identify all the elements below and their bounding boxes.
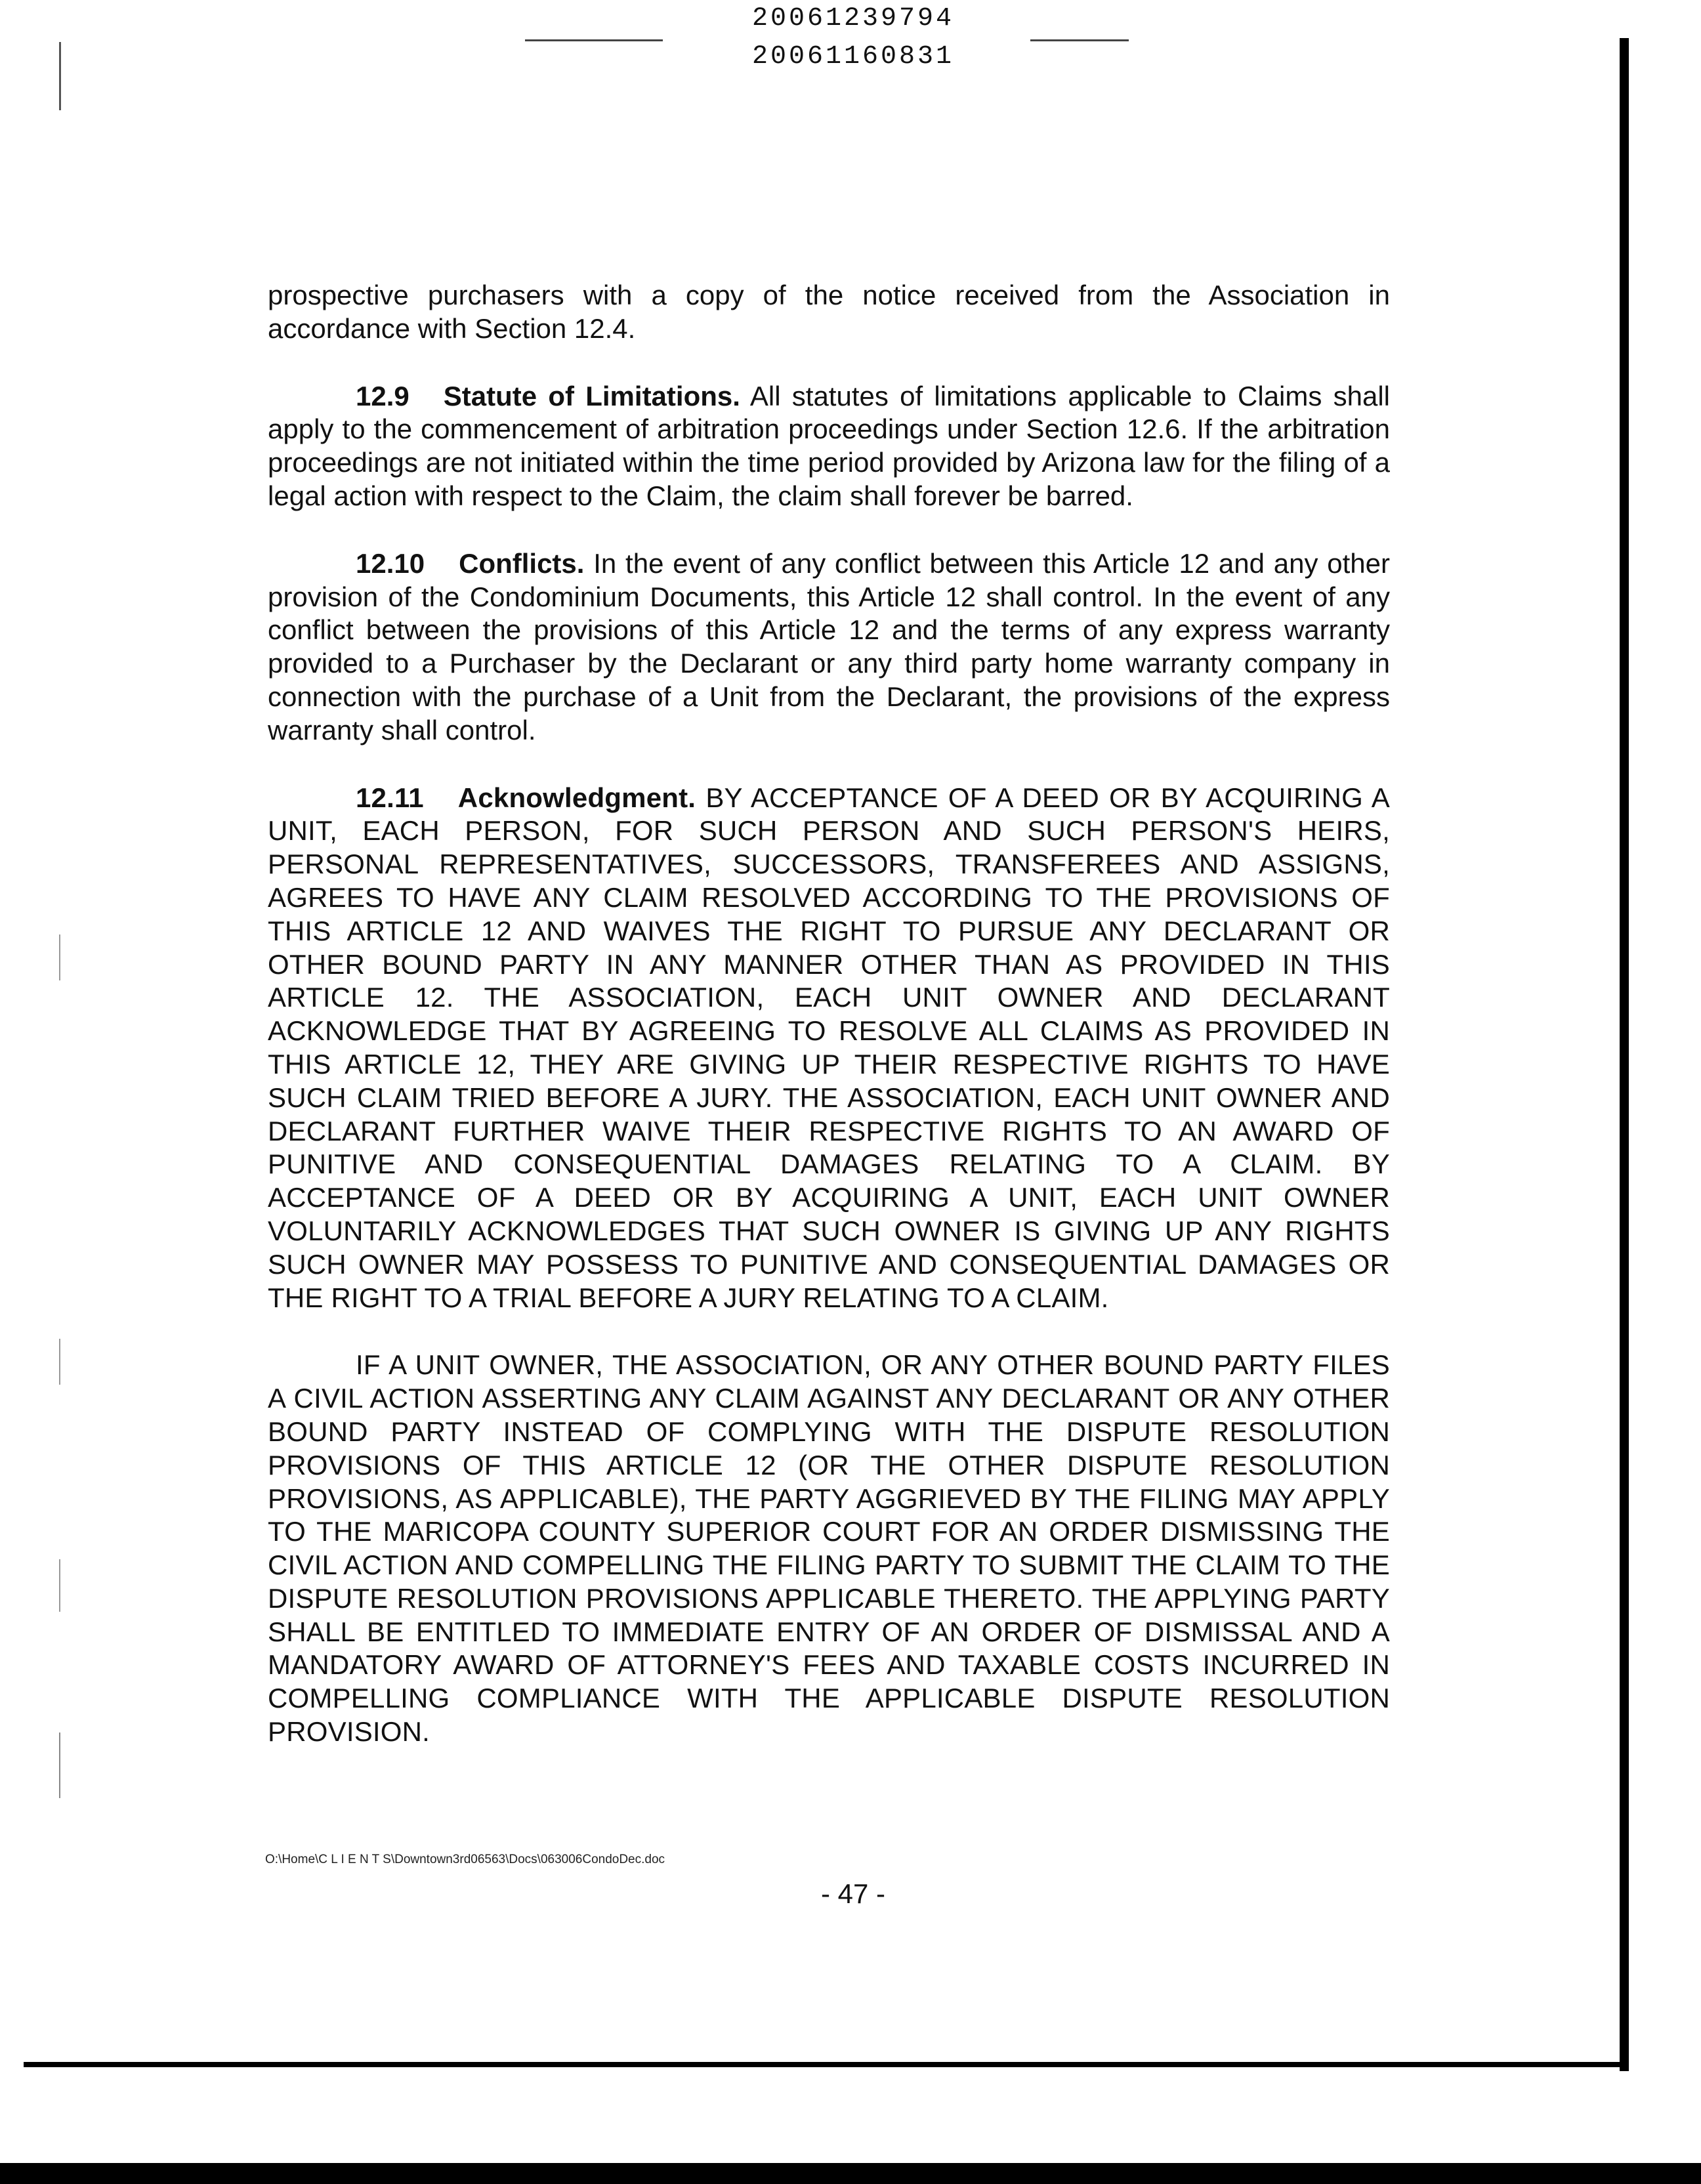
page-number: - 47 - — [820, 1878, 886, 1909]
scan-left-mark — [59, 1339, 60, 1385]
recording-number-2: 20061160831 — [751, 42, 955, 72]
scan-bottom-band — [0, 2163, 1701, 2184]
section-number: 12.9 — [356, 380, 410, 411]
section-12-11 — [268, 782, 1390, 1315]
section-text: BY ACCEPTANCE OF A DEED OR BY ACQUIRING A UNIT, EACH PERSON, FOR SUCH PERSON AND SUCH PERSON'S HEIRS, PERSONAL REPRESENTATIVES, SUCCESSORS, TRANSFEREES AND ASSIGNS, AGREES TO HAVE ANY CLAIM RESOLVED ACCORDING TO THE PROVISIONS OF THIS ARTICLE 12 AND WAIVES THE RIGHT TO PURSUE ANY DECLARANT OR OTHER BOUND PARTY IN ANY MANNER OTHER THAN AS PROVIDED IN THIS ARTICLE 12. THE ASSOCIATION, EACH UNIT OWNER AND DECLARANT ACKNOWLEDGE THAT BY AGREEING TO RESOLVE ALL CLAIMS AS PROVIDED IN THIS ARTICLE 12, THEY ARE GIVING UP THEIR RESPECTIVE RIGHTS TO HAVE SUCH CLAIM TRIED BEFORE A JURY. THE ASSOCIATION, EACH UNIT OWNER AND DECLARANT FURTHER WAIVE THEIR RESPECTIVE RIGHTS TO AN AWARD OF PUNITIVE AND CONSEQUENTIAL DAMAGES RELATING TO A CLAIM. BY ACCEPTANCE OF A DEED OR BY ACQUIRING A UNIT, EACH UNIT OWNER VOLUNTARILY ACKNOWLEDGES THAT SUCH OWNER IS GIVING UP ANY RIGHTS SUCH OWNER MAY POSSESS TO PUNITIVE AND CONSEQUENTIAL DAMAGES OR THE RIGHT TO A TRIAL BEFORE A JURY RELATING TO A CLAIM. — [268, 782, 1390, 1313]
paragraph-civil-action — [268, 1349, 1390, 1749]
scan-right-border — [1620, 38, 1629, 2071]
section-12-10 — [268, 547, 1390, 747]
section-text: In the event of any conflict between this Article 12 and any other provision of the Condominium Documents, this Article 12 shall control. In the event of any conflict between the provisions of this Article 12 and the terms of any express warranty provided to a Purchaser by the Declarant or any third party home warranty company in connection with the purchase of a Unit from the Declarant, the provisions of the express warranty shall control. — [268, 547, 1390, 746]
footer-file-path: O:\Home\C L I E N T S\Downtown3rd06563\Docs\063006CondoDec.doc — [265, 1853, 665, 1866]
header-rule-left — [525, 39, 663, 41]
scan-left-mark — [59, 1732, 60, 1798]
scan-left-mark — [59, 934, 60, 980]
paragraph-text: prospective purchasers with a copy of the notice received from the Association in accordance with Section 12.4. — [268, 280, 1390, 344]
section-number: 12.11 — [356, 782, 424, 813]
scan-bottom-border — [24, 2062, 1629, 2067]
scan-left-mark — [59, 1559, 60, 1612]
section-title: Acknowledgment. — [457, 782, 696, 813]
scan-left-mark — [59, 42, 61, 110]
section-text: All statutes of limitations applicable to Claims shall apply to the commencement of arbitration proceedings under Section 12.6. If the arbitration proceedings are not initiated within the time period provided by Arizona law for the filing of a legal action with respect to the Claim, the claim shall forever be barred. — [268, 380, 1390, 511]
section-title: Statute of Limitations. — [443, 380, 740, 411]
paragraph-continuation — [268, 279, 1390, 346]
section-number: 12.10 — [356, 547, 425, 579]
paragraph-text: IF A UNIT OWNER, THE ASSOCIATION, OR ANY OTHER BOUND PARTY FILES A CIVIL ACTION ASSERTING ANY CLAIM AGAINST ANY DECLARANT OR ANY OTHER BOUND PARTY INSTEAD OF COMPLYING WITH THE DISPUTE RESOLUTION PROVISIONS OF THIS ARTICLE 12 (OR THE OTHER DISPUTE RESOLUTION PROVISIONS, AS APPLICABLE), THE PARTY AGGRIEVED BY THE FILING MAY APPLY TO THE MARICOPA COUNTY SUPERIOR COURT FOR AN ORDER DISMISSING THE CIVIL ACTION AND COMPELLING THE FILING PARTY TO SUBMIT THE CLAIM TO THE DISPUTE RESOLUTION PROVISIONS APPLICABLE THERETO. THE APPLYING PARTY SHALL BE ENTITLED TO IMMEDIATE ENTRY OF AN ORDER OF DISMISSAL AND A MANDATORY AWARD OF ATTORNEY'S FEES AND TAXABLE COSTS INCURRED IN COMPELLING COMPLIANCE WITH THE APPLICABLE DISPUTE RESOLUTION PROVISION. — [268, 1349, 1390, 1748]
recording-number-1: 20061239794 — [751, 4, 955, 33]
header-rule-right — [1030, 39, 1129, 41]
section-title: Conflicts. — [459, 547, 585, 579]
document-body — [268, 279, 1390, 1783]
section-12-9 — [268, 380, 1390, 513]
